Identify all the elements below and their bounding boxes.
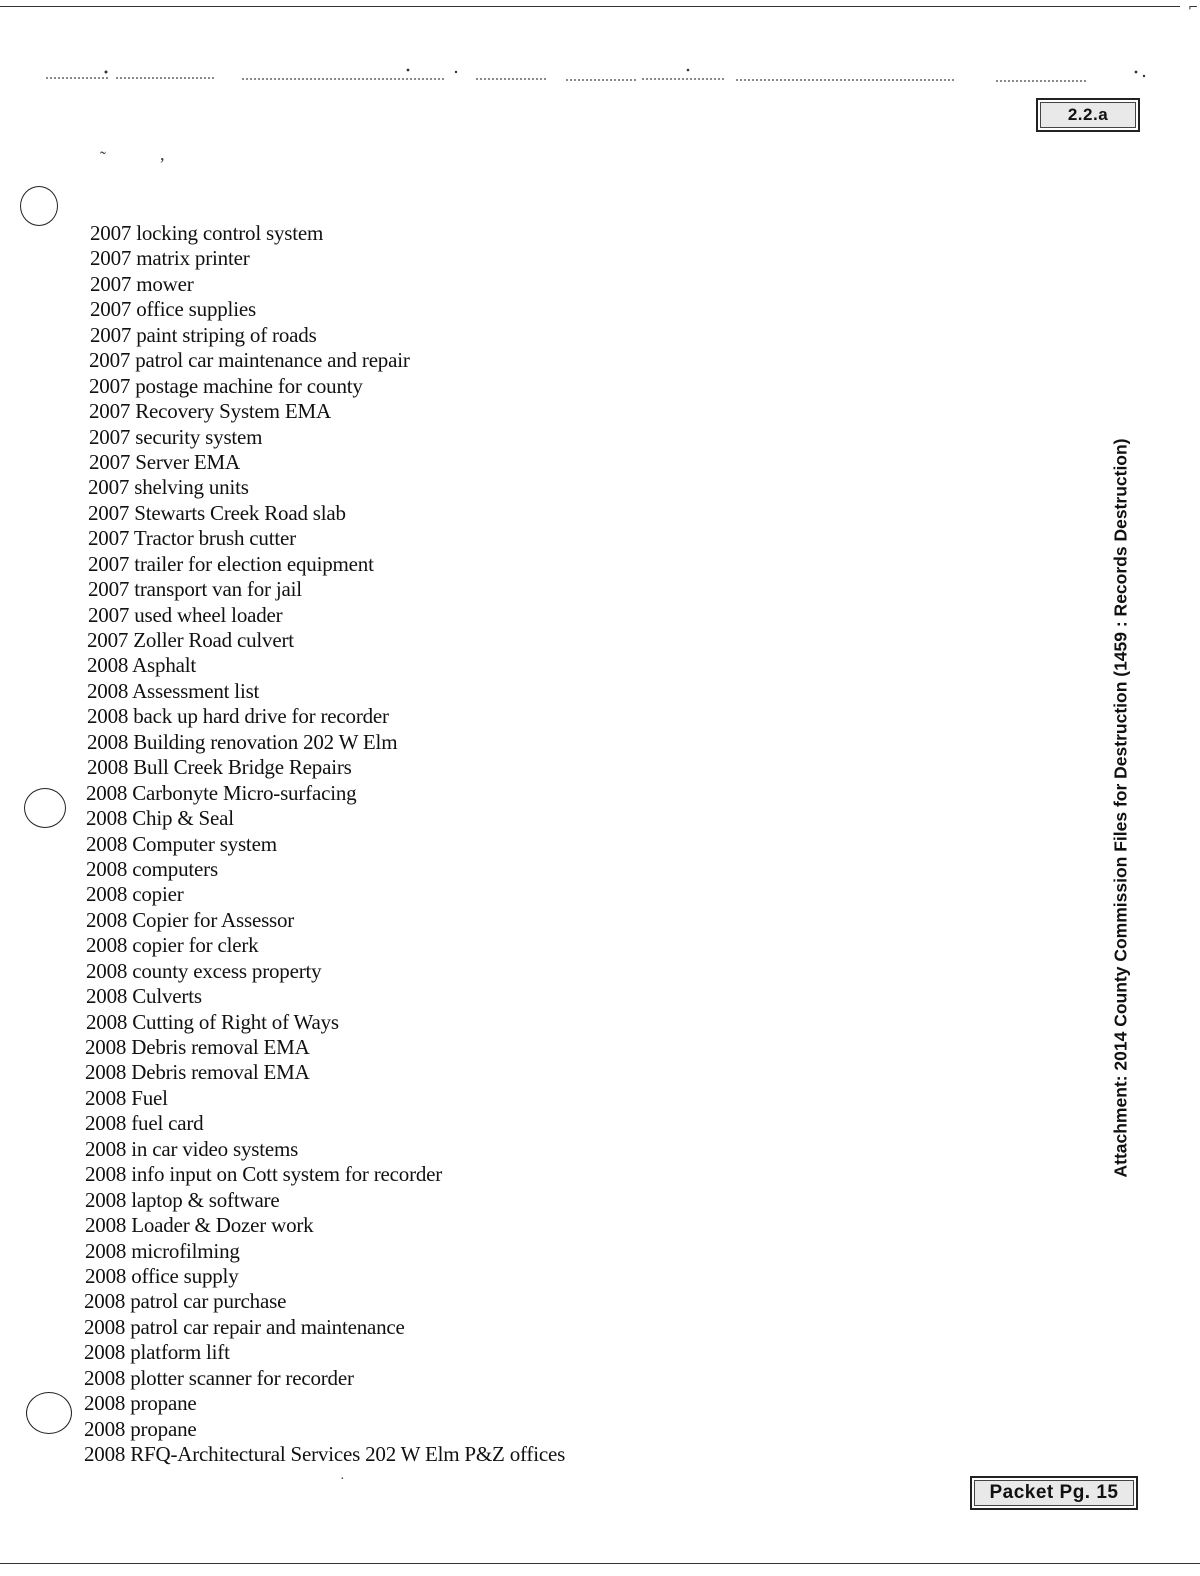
record-item: 2008 patrol car repair and maintenance [84,1314,405,1339]
record-item: 2007 Zoller Road culvert [87,628,294,652]
record-item: 2008 Debris removal EMA [85,1060,310,1085]
scan-bottom-border [0,1563,1200,1564]
record-item: 2007 mower [90,271,194,296]
record-item: 2008 propane [84,1391,197,1416]
stray-mark: · [340,1472,345,1487]
record-item: 2008 Carbonyte Micro-surfacing [86,780,357,805]
record-item: 2008 propane [84,1416,197,1441]
record-item: 2007 security system [89,424,263,449]
record-item: 2007 shelving units [88,475,249,500]
record-item: 2008 in car video systems [85,1136,299,1161]
record-item: 2008 Asphalt [87,653,197,678]
record-item: 2008 patrol car purchase [84,1289,287,1314]
record-item: 2007 Stewarts Creek Road slab [88,500,346,525]
record-item: 2008 RFQ-Architectural Services 202 W Elm P&Z offices [84,1442,566,1466]
record-item: 2008 fuel card [85,1111,204,1136]
record-item: 2007 postage machine for county [89,373,363,398]
record-item: 2007 Tractor brush cutter [88,526,296,551]
record-item: 2008 Building renovation 202 W Elm [87,729,398,754]
scan-corner-mark: ⌐ [1187,0,1198,14]
record-item: 2008 info input on Cott system for recorder [85,1162,443,1187]
record-item: 2008 copier for clerk [86,933,259,958]
record-item: 2007 trailer for election equipment [88,551,374,576]
record-item: 2007 used wheel loader [88,602,283,627]
scan-noise-header [46,66,1156,84]
stray-mark: ˜ [100,148,106,168]
record-item: 2008 laptop & software [85,1187,280,1212]
record-item: 2008 office supply [85,1263,239,1288]
record-item: 2007 office supplies [90,297,256,322]
record-item: 2007 Server EMA [89,449,240,474]
record-item: 2007 Recovery System EMA [89,399,331,424]
punch-hole [24,788,66,828]
record-item: 2007 paint striping of roads [90,322,317,347]
record-item: 2008 copier [86,882,184,907]
record-item: 2008 Computer system [86,831,277,856]
record-item: 2008 platform lift [84,1340,230,1365]
record-item: 2008 county excess property [86,958,322,983]
record-item: 2008 Debris removal EMA [85,1035,310,1059]
record-item: 2007 matrix printer [90,246,250,271]
stray-mark: , [160,144,165,164]
punch-hole [26,1392,72,1434]
record-item: 2008 computers [86,856,218,881]
record-item: 2007 locking control system [90,221,324,245]
record-item: 2008 Assessment list [87,678,260,703]
packet-page-badge: Packet Pg. 15 [970,1476,1138,1510]
record-item: 2008 Bull Creek Bridge Repairs [87,755,352,780]
scan-top-border [0,6,1180,7]
punch-hole [20,186,58,226]
section-code-badge: 2.2.a [1036,98,1140,132]
record-item: 2008 Loader & Dozer work [85,1213,314,1238]
record-item: 2008 Copier for Assessor [86,907,295,932]
record-item: 2007 patrol car maintenance and repair [89,348,410,373]
record-item: 2008 plotter scanner for recorder [84,1365,354,1390]
record-item: 2008 Chip & Seal [86,806,234,831]
attachment-text: Attachment: 2014 County Commission Files for Destruction (1459 : Records Destruction) [1110,438,1131,1178]
record-item: 2008 microfilming [85,1238,240,1263]
record-item: 2008 Fuel [85,1085,168,1110]
record-item: 2007 transport van for jail [88,577,302,602]
record-item: 2008 back up hard drive for recorder [87,704,389,729]
records-list [84,221,565,1467]
record-item: 2008 Culverts [86,984,202,1009]
record-item: 2008 Cutting of Right of Ways [86,1009,339,1034]
